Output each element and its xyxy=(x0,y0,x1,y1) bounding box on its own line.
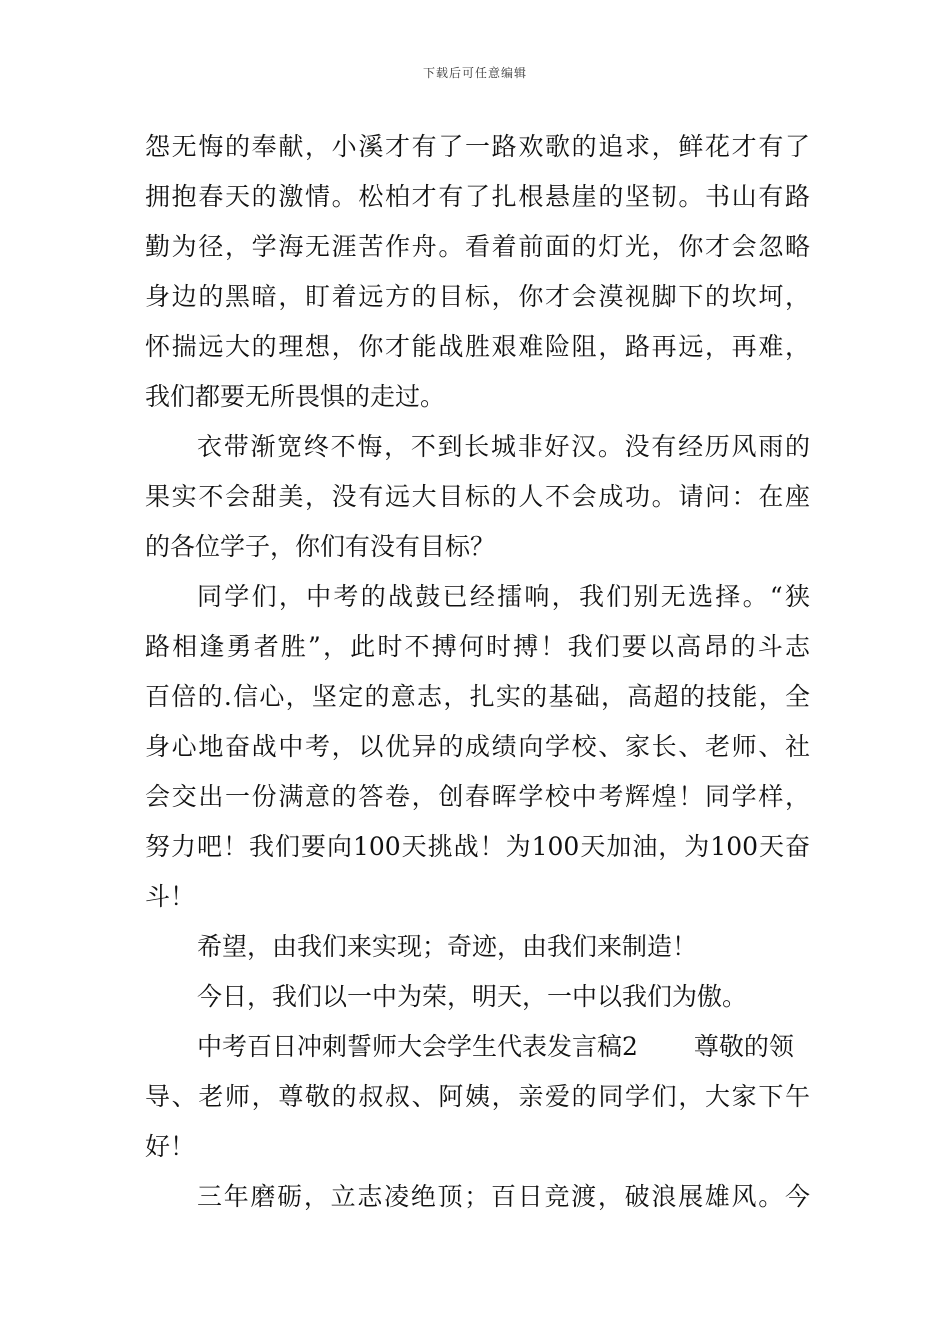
text-line: 衣带渐宽终不悔，不到长城非好汉。没有经历风雨的 xyxy=(197,432,810,461)
section-title-line xyxy=(145,1022,810,1072)
paragraph xyxy=(145,1172,810,1222)
text-line: 希望，由我们来实现；奇迹，由我们来制造！ xyxy=(197,932,698,961)
section-title: 中考百日冲刺誓师大会学生代表发言稿2 xyxy=(197,1032,638,1061)
paragraph xyxy=(145,422,810,572)
text-line: 的各位学子，你们有没有目标？ xyxy=(145,532,496,561)
text-line: 我们都要无所畏惧的走过。 xyxy=(145,382,446,411)
text-line: 拥抱春天的激情。松柏才有了扎根悬崖的坚韧。书山有路 xyxy=(145,182,810,211)
paragraph xyxy=(145,922,810,972)
text-line: 导、老师，尊敬的叔叔、阿姨，亲爱的同学们，大家下午 xyxy=(145,1082,810,1111)
paragraph xyxy=(145,122,810,422)
text-line: 怀揣远大的理想，你才能战胜艰难险阻，路再远，再难， xyxy=(145,332,810,361)
text-line: 勤为径，学海无涯苦作舟。看着前面的灯光，你才会忽略 xyxy=(145,232,810,261)
text-line: 路相逢勇者胜”，此时不搏何时搏！我们要以高昂的斗志 xyxy=(145,632,810,661)
text-line: 会交出一份满意的答卷，创春晖学校中考辉煌！同学样， xyxy=(145,782,810,811)
paragraph xyxy=(145,972,810,1022)
text-line: 百倍的.信心，坚定的意志，扎实的基础，高超的技能，全 xyxy=(145,682,810,711)
text-line: 三年磨砺，立志凌绝顶；百日竞渡，破浪展雄风。今 xyxy=(197,1182,810,1211)
paragraph xyxy=(145,1022,810,1172)
text-line: 身边的黑暗，盯着远方的目标，你才会漠视脚下的坎坷， xyxy=(145,282,810,311)
text-line: 好！ xyxy=(145,1132,196,1161)
text-line: 今日，我们以一中为荣，明天，一中以我们为傲。 xyxy=(197,982,748,1011)
text-line: 果实不会甜美，没有远大目标的人不会成功。请问：在座 xyxy=(145,482,810,511)
text-line: 斗！ xyxy=(145,882,196,911)
text-line: 努力吧！我们要向100天挑战！为100天加油，为100天奋 xyxy=(145,832,810,861)
text-line: 怨无悔的奉献，小溪才有了一路欢歌的追求，鲜花才有了 xyxy=(145,132,810,161)
page-header-note: 下载后可任意编辑 xyxy=(422,66,527,80)
text-line: 同学们，中考的战鼓已经擂响，我们别无选择。“狭 xyxy=(197,582,810,611)
paragraph xyxy=(145,572,810,922)
text-line: 身心地奋战中考，以优异的成绩向学校、家长、老师、社 xyxy=(145,732,810,761)
greeting-start: 尊敬的领 xyxy=(693,1032,794,1061)
document-body xyxy=(145,122,810,1222)
